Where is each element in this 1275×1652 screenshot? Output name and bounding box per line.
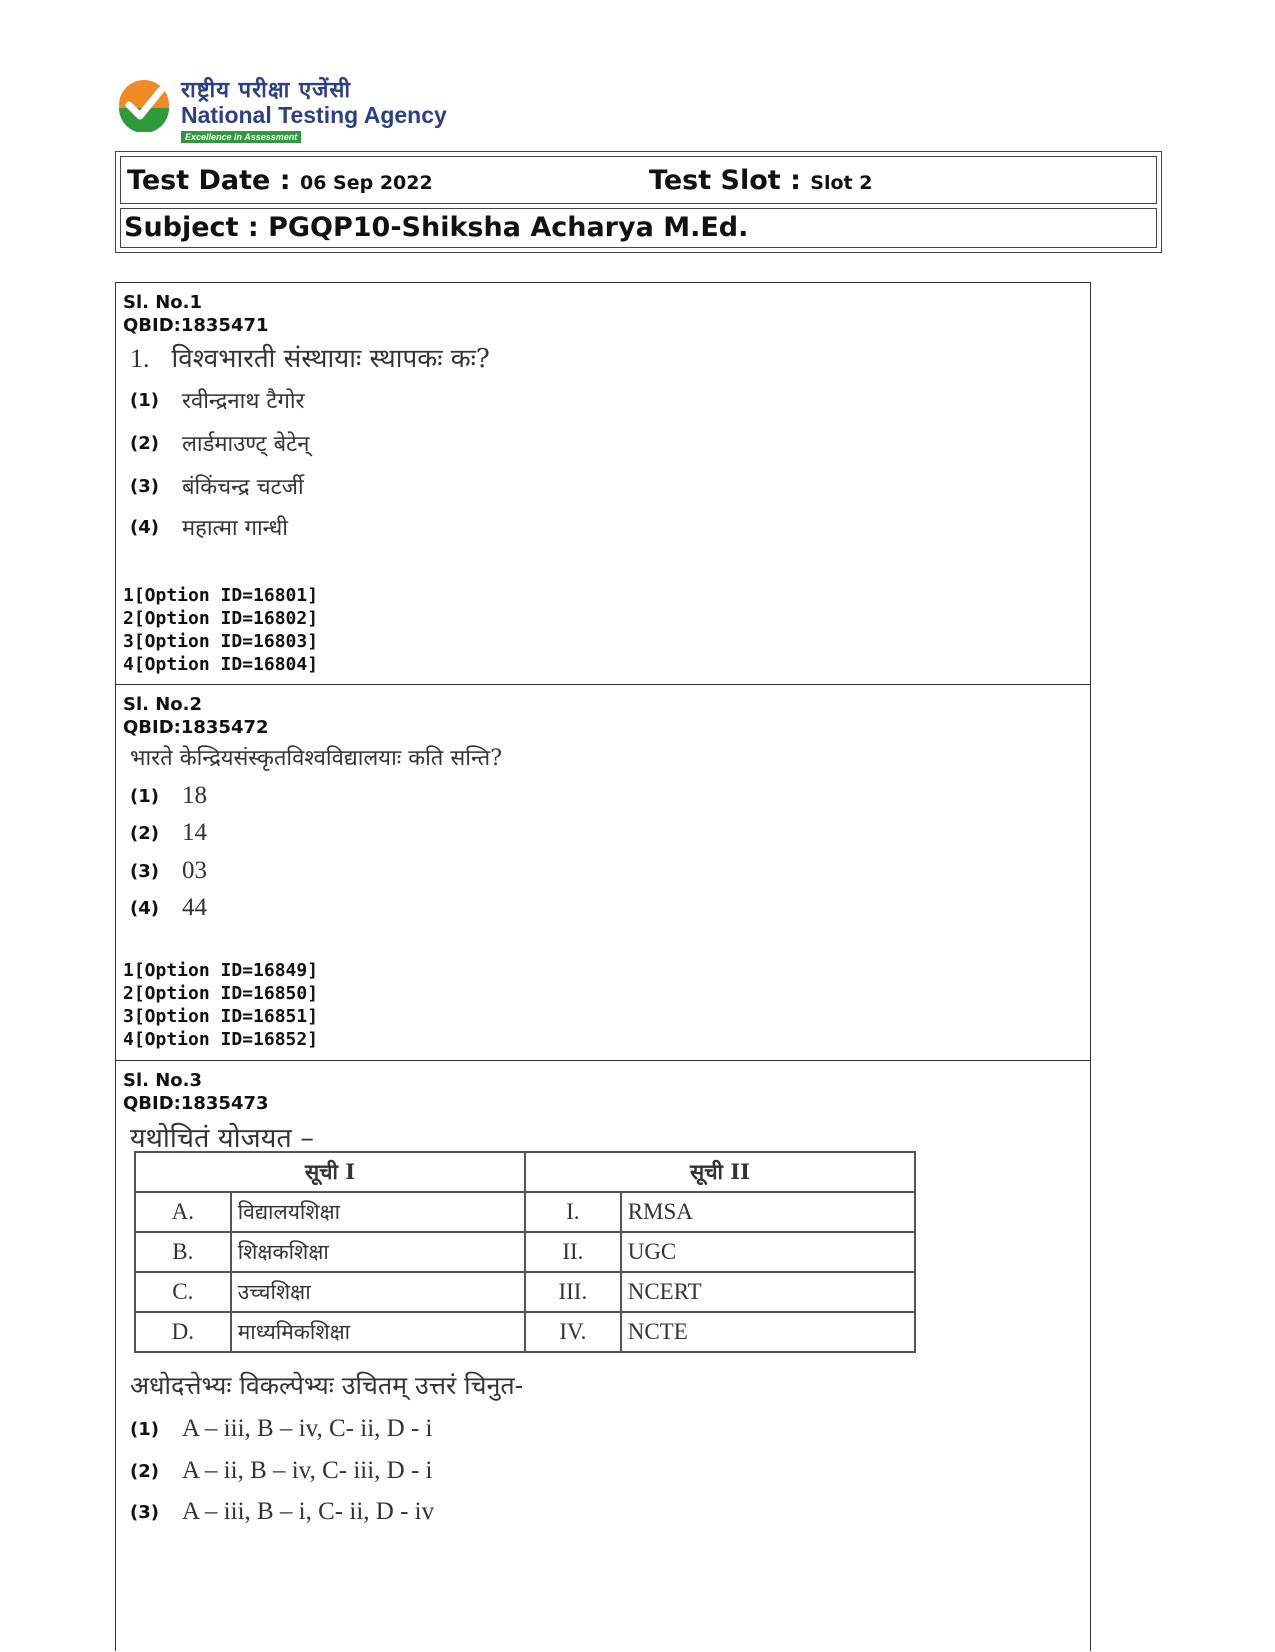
option-number: (2): [130, 432, 159, 454]
option-id: 3[Option ID=16803]: [123, 631, 319, 652]
logo-hindi-text: राष्ट्रीय परीक्षा एजेंसी: [181, 78, 352, 103]
question-3: [116, 1060, 1090, 1652]
question-2: [116, 684, 1090, 1060]
option-id: 4[Option ID=16852]: [123, 1029, 319, 1050]
option-id-list: [123, 584, 318, 676]
option-text: A – ii, B – iv, C- iii, D - i: [182, 1457, 433, 1484]
test-date-value: 06 Sep 2022: [299, 172, 433, 194]
question-sl-no: Sl. No.1: [123, 292, 203, 313]
option-number: (2): [130, 822, 159, 844]
list-1-key: B.: [135, 1232, 231, 1272]
table-row: [135, 1232, 915, 1272]
option-number: (3): [130, 860, 159, 882]
option-number: (3): [130, 475, 159, 497]
logo-english-text: National Testing Agency: [181, 102, 447, 128]
logo-tagline: Excellence in Assessment: [181, 131, 301, 143]
table-header-row: [135, 1152, 915, 1192]
list-2-value: UGC: [621, 1232, 915, 1272]
subject: Subject : PGQP10-Shiksha Acharya M.Ed.: [124, 212, 749, 243]
question-instruction: अधोदत्तेभ्यः विकल्पेभ्यः उचितम् उत्तरं चिनुत-: [130, 1371, 524, 1400]
option-id-list: [123, 959, 318, 1051]
option-item: [130, 782, 207, 816]
option-number: (1): [130, 1418, 159, 1440]
table-row: [135, 1312, 915, 1352]
option-id: 1[Option ID=16849]: [123, 960, 319, 981]
option-item: [130, 428, 309, 462]
option-item: [130, 819, 207, 853]
list-2-value: NCERT: [621, 1272, 915, 1312]
option-item: [130, 385, 305, 419]
option-number: (1): [130, 785, 159, 807]
option-text: बंकिंचन्द्र चटर्जी: [182, 475, 304, 500]
question-stem: यथोचितं योजयत –: [130, 1123, 314, 1154]
list-1-key: D.: [135, 1312, 231, 1352]
option-text: A – iii, B – iv, C- ii, D - i: [182, 1415, 433, 1442]
option-number: (4): [130, 516, 159, 538]
option-number: (2): [130, 1460, 159, 1482]
option-text: लार्डमाउण्ट् बेटेन्: [182, 432, 310, 457]
question-stem: भारते केन्द्रियसंस्कृतविश्वविद्यालयाः कति सन्ति?: [130, 746, 503, 771]
list-1-value: शिक्षकशिक्षा: [231, 1232, 525, 1272]
option-number: (4): [130, 897, 159, 919]
option-text: 44: [182, 894, 207, 921]
list-2-key: III.: [525, 1272, 621, 1312]
question-sl-no: Sl. No.2: [123, 694, 203, 715]
option-text: 03: [182, 857, 207, 884]
option-text: 14: [182, 819, 207, 846]
test-slot-label: Test Slot :: [649, 165, 801, 196]
option-id: 1[Option ID=16801]: [123, 585, 319, 606]
option-text: 18: [182, 782, 207, 809]
question-number: 1.: [130, 344, 150, 373]
test-info-box: [115, 151, 1162, 253]
list-2-header: सूची II: [525, 1152, 915, 1192]
nta-check-logo-icon: [117, 78, 171, 132]
option-item: [130, 471, 304, 505]
list-1-value: माध्यमिकशिक्षा: [231, 1312, 525, 1352]
option-id: 2[Option ID=16802]: [123, 608, 319, 629]
nta-logo: [117, 74, 477, 146]
option-id: 2[Option ID=16850]: [123, 983, 319, 1004]
test-slot: [649, 165, 872, 196]
option-number: (1): [130, 389, 159, 411]
test-slot-value: Slot 2: [810, 172, 873, 194]
subject-row: [120, 208, 1157, 248]
option-id: 3[Option ID=16851]: [123, 1006, 319, 1027]
question-text: [130, 339, 490, 375]
option-item: [130, 894, 207, 928]
option-text: महात्मा गान्धी: [182, 516, 288, 541]
match-table: [134, 1151, 916, 1353]
option-item: [130, 1498, 434, 1532]
option-item: [130, 512, 288, 546]
list-2-value: RMSA: [621, 1192, 915, 1232]
test-date-slot-row: [120, 156, 1157, 204]
option-text: A – iii, B – i, C- ii, D - iv: [182, 1498, 435, 1525]
list-1-value: विद्यालयशिक्षा: [231, 1192, 525, 1232]
list-1-key: C.: [135, 1272, 231, 1312]
table-row: [135, 1192, 915, 1232]
option-item: [130, 857, 207, 891]
question-qbid: QBID:1835471: [123, 315, 269, 336]
option-id: 4[Option ID=16804]: [123, 654, 319, 675]
list-2-key: I.: [525, 1192, 621, 1232]
test-date-label: Test Date :: [127, 165, 291, 196]
option-number: (3): [130, 1501, 159, 1523]
list-1-key: A.: [135, 1192, 231, 1232]
table-row: [135, 1272, 915, 1312]
option-item: [130, 1415, 432, 1449]
list-2-key: IV.: [525, 1312, 621, 1352]
option-item: [130, 1457, 432, 1491]
test-date: [127, 165, 433, 196]
question-qbid: QBID:1835472: [123, 717, 269, 738]
question-stem: विश्वभारती संस्थायाः स्थापकः कः?: [171, 344, 490, 374]
list-1-value: उच्चशिक्षा: [231, 1272, 525, 1312]
option-text: रवीन्द्रनाथ टैगोर: [182, 389, 305, 414]
question-sl-no: Sl. No.3: [123, 1070, 203, 1091]
question-list: [115, 282, 1091, 1651]
list-1-header: सूची I: [135, 1152, 525, 1192]
list-2-value: NCTE: [621, 1312, 915, 1352]
question-1: [116, 283, 1090, 684]
question-qbid: QBID:1835473: [123, 1093, 269, 1114]
list-2-key: II.: [525, 1232, 621, 1272]
